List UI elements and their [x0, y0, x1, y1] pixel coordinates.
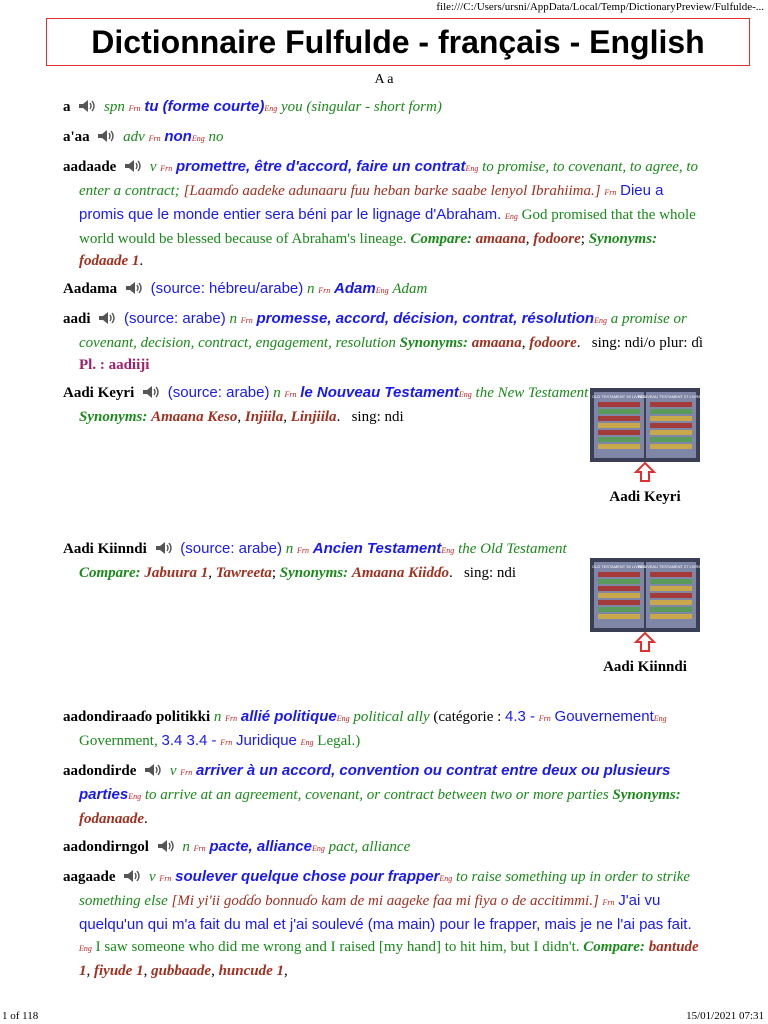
category-french: Juridique — [236, 732, 297, 749]
punctuation: . — [144, 811, 148, 827]
headword: aadaade — [63, 159, 117, 175]
speaker-icon[interactable] — [155, 541, 173, 555]
headword: Aadama — [63, 281, 118, 297]
headword: aadondirngol — [63, 839, 149, 855]
cross-reference[interactable]: amaana — [475, 231, 526, 247]
headword: aagaade — [63, 869, 116, 885]
arrow-up-icon — [634, 631, 656, 653]
part-of-speech: n — [213, 709, 222, 725]
cross-reference[interactable]: Jabuura 1 — [144, 565, 209, 581]
speaker-icon[interactable] — [124, 159, 142, 173]
english-gloss: to arrive at an agreement, covenant, or contract between two or more parties — [144, 787, 609, 803]
figure-aadi-keyri — [590, 388, 700, 506]
eng-label: Eng — [441, 546, 455, 555]
speaker-icon[interactable] — [78, 99, 96, 113]
eng-label: Eng — [458, 390, 472, 399]
english-gloss: the New Testament — [475, 385, 589, 401]
part-of-speech: n — [307, 281, 315, 297]
english-gloss: you (singular - short form) — [280, 99, 442, 115]
source-note: (source: arabe) — [180, 540, 283, 557]
plural-form: Pl. : aadiiji — [79, 357, 150, 373]
headword: Aadi Kiinndi — [63, 541, 147, 557]
part-of-speech: adv — [123, 129, 145, 145]
synonym-link[interactable]: Linjiila — [290, 409, 337, 425]
entry-aadi: aadi (source: arabe) n Frn promesse, accord, décision, contrat, résolutionEng a promise or covenant, decision, contract, engagement, resolution Synonyms: amaana, fodoore. sing: ndi/o plur: ɗi Pl. : aadiiji — [63, 310, 703, 373]
french-gloss: arriver à un accord, convention ou contrat entre deux ou plusieurs parties — [79, 762, 671, 803]
french-gloss: pacte, alliance — [209, 838, 312, 855]
speaker-icon[interactable] — [144, 763, 162, 777]
english-gloss: pact, alliance — [328, 839, 411, 855]
french-gloss: tu (forme courte) — [144, 98, 265, 115]
french-gloss: Adam — [334, 280, 376, 297]
frn-label: Frn — [240, 316, 253, 325]
synonym-link[interactable]: Amaana Keso — [151, 409, 238, 425]
entry-aadi-kiinndi: Aadi Kiinndi (source: arabe) n Frn Ancien TestamentEng the Old Testament Compare: Jabuura 1, Tawreeta; Synonyms: Amaana Kiidɗo. sing: ndi — [63, 540, 567, 581]
example-french: J'ai vu quelqu'un qui m'a fait du mal et j'ai soulevé (ma main) pour le frapper, mais je ne l'ai pas fait. — [79, 892, 692, 933]
english-gloss: to raise something up in order to strike something else — [79, 869, 691, 909]
frn-label: Frn — [225, 714, 238, 723]
french-gloss: Ancien Testament — [312, 540, 442, 557]
french-gloss: promettre, être d'accord, faire un contrat — [176, 158, 466, 175]
synonym-link[interactable]: Injiila — [244, 409, 284, 425]
french-gloss: non — [164, 128, 192, 145]
part-of-speech: n — [182, 839, 190, 855]
grammar-info: sing: ndi — [351, 409, 404, 425]
entry-aadondirde — [63, 760, 703, 830]
frn-label: Frn — [318, 286, 331, 295]
headword: aadondiraaɗo politikki — [63, 709, 211, 725]
eng-label: Eng — [336, 714, 350, 723]
entry-aadondiraado-politikki — [63, 706, 703, 754]
synonyms-label: Synonyms: — [399, 335, 468, 351]
svg-text:OLD TESTAMENT 39 LIVRES: OLD TESTAMENT 39 LIVRES — [591, 394, 647, 399]
eng-label: Eng — [300, 738, 314, 747]
category-english: Legal.) — [317, 733, 361, 749]
part-of-speech: v — [149, 869, 156, 885]
bible-books-image — [590, 388, 700, 462]
cross-reference[interactable]: Tawreeta — [215, 565, 272, 581]
frn-label: Frn — [297, 546, 310, 555]
part-of-speech: spn — [104, 99, 125, 115]
speaker-icon[interactable] — [123, 869, 141, 883]
entry-aagaade: aagaade v Frn soulever quelque chose pour frapperEng to raise something up in order to strike something else [Mi yi'ii goɗɗo bonnuɗo kam de mi aageke faa mi fiya o de accitimmi.] Frn J'ai vu quelqu'un qui m'a fait du mal et j'ai soulevé (ma main) pour le frapper, mais je ne l'ai pas fait. Eng I saw someone who did me wrong and I raised [my hand] to hit him, but I didn't. Compare: bantude 1, fiyude 1, gubbaade, huncude 1, — [63, 868, 699, 979]
source-note: (source: hébreu/arabe) — [150, 280, 304, 297]
headword: a'aa — [63, 129, 90, 145]
section-letter: A a — [374, 72, 394, 87]
frn-label: Frn — [159, 874, 172, 883]
headword: aadi — [63, 311, 91, 327]
category-label: (catégorie : — [433, 709, 502, 725]
eng-label: Eng — [264, 104, 278, 113]
category-number[interactable]: 3.4 3.4 - — [161, 732, 217, 749]
synonyms-label: Synonyms: — [279, 565, 349, 581]
browser-url: file:///C:/Users/ursni/AppData/Local/Temp/DictionaryPreview/Fulfulde-... — [436, 1, 764, 13]
speaker-icon[interactable] — [157, 839, 175, 853]
title-box — [46, 18, 750, 66]
source-note: (source: arabe) — [167, 384, 270, 401]
eng-label: Eng — [79, 944, 92, 953]
grammar-info: sing: ndi/o plur: ɗi — [591, 335, 703, 351]
headword: Aadi Keyri — [63, 385, 135, 401]
frn-label: Frn — [602, 898, 615, 907]
figure-caption: Aadi Keyri — [609, 489, 681, 505]
english-gloss: a promise or covenant, decision, contract, engagement, resolution — [79, 311, 687, 351]
punctuation: . — [139, 253, 144, 269]
cross-reference[interactable]: gubbaade — [151, 963, 212, 979]
english-gloss: the Old Testament — [458, 541, 567, 557]
figure-caption: Aadi Kiinndi — [603, 659, 687, 675]
example-english: I saw someone who did me wrong and I raised [my hand] to hit him, but I didn't. — [95, 939, 580, 955]
cross-reference[interactable]: fodoore — [533, 231, 581, 247]
eng-label: Eng — [505, 212, 518, 221]
frn-label: Frn — [148, 134, 161, 143]
print-date: 15/01/2021 07:31 — [686, 1010, 764, 1022]
synonym-link[interactable]: fodoore — [529, 335, 577, 351]
french-gloss: soulever quelque chose pour frapper — [175, 868, 440, 885]
page-indicator: 1 of 118 — [2, 1010, 39, 1022]
frn-label: Frn — [193, 844, 206, 853]
dictionary-content-2 — [63, 538, 583, 590]
example-sentence: [Laamɗo aadeke adunaaru fuu heban barke saabe lenyol Ibrahiima.] — [183, 183, 601, 199]
eng-label: Eng — [191, 134, 205, 143]
speaker-icon[interactable] — [97, 129, 115, 143]
frn-label: Frn — [220, 738, 233, 747]
english-gloss: no — [208, 129, 224, 145]
eng-label: Eng — [128, 792, 142, 801]
cross-reference[interactable]: fiyude 1 — [94, 963, 144, 979]
eng-label: Eng — [594, 316, 607, 325]
compare-label: Compare: — [583, 939, 645, 955]
synonym-link[interactable]: fodanaade — [79, 811, 144, 827]
svg-text:NOUVEAU TESTAMENT 27 LIVRES: NOUVEAU TESTAMENT 27 LIVRES — [638, 564, 700, 569]
part-of-speech: n — [229, 311, 237, 327]
synonym-link[interactable]: fodaade 1 — [79, 253, 140, 269]
part-of-speech: v — [149, 159, 157, 175]
example-english: God promised that the whole world would be blessed because of Abraham's lineage. — [79, 207, 696, 247]
synonym-link[interactable]: amaana — [471, 335, 522, 351]
speaker-icon[interactable] — [142, 385, 160, 399]
part-of-speech: n — [285, 541, 294, 557]
cross-reference[interactable]: bantude 1 — [79, 939, 699, 979]
speaker-icon[interactable] — [125, 281, 143, 295]
synonyms-label: Synonyms: — [588, 231, 658, 247]
entry-aadaade: aadaade v Frn promettre, être d'accord, faire un contratEng to promise, to covenant, to agree, to enter a contract; [Laamɗo aadeke adunaaru fuu heban barke saabe lenyol Ibrahiima.] Frn Dieu a promis que le monde entier sera béni par le lignage d'Abraham. Eng God promised that the whole world would be blessed because of Abraham's lineage. Compare: amaana, fodoore; Synonyms: fodaade 1. — [63, 158, 699, 269]
part-of-speech: v — [169, 763, 177, 779]
example-sentence: [Mi yi'ii goɗɗo bonnuɗo kam de mi aageke faa mi fiya o de accitimmi.] — [171, 893, 599, 909]
category-french: Gouvernement — [554, 708, 654, 725]
svg-text:OLD TESTAMENT 39 LIVRES: OLD TESTAMENT 39 LIVRES — [591, 564, 647, 569]
headword: aadondirde — [63, 763, 137, 779]
french-gloss: le Nouveau Testament — [300, 384, 459, 401]
english-gloss: political ally — [353, 709, 430, 725]
example-french: Dieu a promis que le monde entier sera béni par le lignage d'Abraham. — [79, 182, 664, 223]
english-gloss: to promise, to covenant, to agree, to enter a contract; — [79, 159, 699, 199]
frn-label: Frn — [284, 390, 297, 399]
english-gloss: Adam — [392, 281, 428, 297]
synonyms-label: Synonyms: — [79, 409, 148, 425]
category-english: Government, — [79, 733, 158, 749]
dictionary-title: Dictionnaire Fulfulde - français - English — [91, 23, 705, 60]
bible-books-image — [590, 558, 700, 632]
french-gloss: promesse, accord, décision, contrat, résolution — [256, 310, 595, 327]
entry-aadi-keyri: Aadi Keyri (source: arabe) n Frn le Nouveau TestamentEng the New Testament Synonyms: Amaana Keso, Injiila, Linjiila. sing: ndi — [63, 384, 589, 425]
category-number[interactable]: 4.3 - — [505, 708, 536, 725]
dictionary-content-3 — [63, 706, 703, 988]
synonyms-label: Synonyms: — [612, 787, 681, 803]
part-of-speech: n — [273, 385, 281, 401]
grammar-info: sing: ndi — [463, 565, 517, 581]
entry-aadondirngol — [63, 836, 703, 860]
compare-label: Compare: — [410, 231, 473, 247]
eng-label: Eng — [311, 844, 325, 853]
entry-aaa — [63, 126, 703, 150]
eng-label: Eng — [375, 286, 389, 295]
compare-label: Compare: — [79, 565, 141, 581]
frn-label: Frn — [160, 164, 173, 173]
entry-aadama — [63, 278, 703, 302]
frn-label: Frn — [128, 104, 141, 113]
speaker-icon[interactable] — [98, 311, 116, 325]
eng-label: Eng — [465, 164, 479, 173]
frn-label: Frn — [180, 768, 193, 777]
cross-reference[interactable]: huncude 1 — [218, 963, 285, 979]
synonym-link[interactable]: Amaana Kiidɗo — [351, 565, 449, 581]
frn-label: Frn — [538, 714, 551, 723]
source-note: (source: arabe) — [124, 310, 226, 327]
arrow-up-icon — [634, 461, 656, 483]
french-gloss: allié politique — [240, 708, 337, 725]
eng-label: Eng — [653, 714, 667, 723]
entry-a — [63, 96, 703, 120]
headword: a — [63, 99, 71, 115]
figure-aadi-kiinndi — [590, 558, 700, 676]
dictionary-content — [63, 96, 703, 434]
eng-label: Eng — [439, 874, 453, 883]
frn-label: Frn — [604, 188, 617, 197]
svg-text:NOUVEAU TESTAMENT 27 LIVRES: NOUVEAU TESTAMENT 27 LIVRES — [638, 394, 700, 399]
